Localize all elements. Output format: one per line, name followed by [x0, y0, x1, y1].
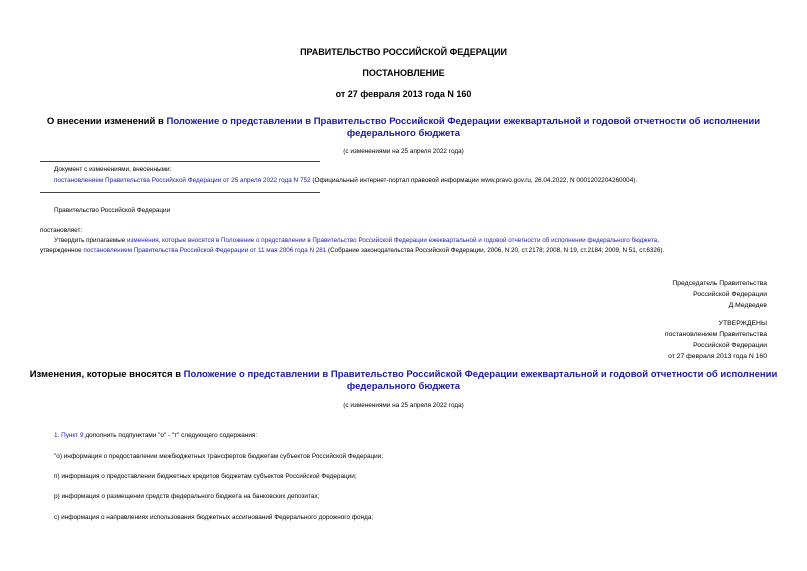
- paragraph-1: [54, 237, 659, 244]
- paragraph-2: [40, 247, 664, 254]
- p2-link[interactable]: постановлением Правительства Российской Федерации от 11 мая 2006 года N 281: [83, 247, 327, 254]
- p1-text2: ,: [657, 237, 659, 244]
- changes-line: [54, 177, 637, 184]
- approval-block: [665, 318, 767, 362]
- changes-link[interactable]: постановлением Правительства Российской Федерации от 25 апреля 2022 года N 752: [54, 177, 311, 184]
- title-prefix: О внесении изменений в: [46, 116, 167, 127]
- section2-title: [0, 369, 807, 381]
- signature-line3: Д.Медведев: [728, 302, 767, 309]
- subitem-r: р) информация о размещении средств федерального бюджета на банковских депозитах;: [54, 493, 320, 500]
- section2-link-line2[interactable]: федерального бюджета: [346, 381, 461, 392]
- changes-box-bottom-rule: [40, 192, 320, 193]
- p2-text2: (Собрание законодательства Российской Федерации, 2006, N 20, ст.2178; 2008, N 19, ст.2184; 2009, N 51, ст.6326).: [326, 247, 665, 254]
- document-title: [0, 116, 807, 128]
- title-link-line2[interactable]: федерального бюджета: [346, 128, 461, 139]
- section2-revision-note: (с изменениями на 25 апреля 2022 года): [343, 402, 464, 409]
- resolves-text: постановляет:: [40, 227, 83, 234]
- changes-tail: (Официальный интернет-портал правовой информации www.pravo.gov.ru, 26.04.2022, N 0001202204260004).: [310, 177, 638, 184]
- approval-line2: постановлением Правительства: [664, 331, 767, 338]
- signature-line2: Российской Федерации: [693, 291, 767, 298]
- title-link-line1[interactable]: Положение о представлении в Правительство Российской Федерации ежеквартальной и годовой отчетности об исполнении: [166, 116, 761, 127]
- section2-prefix: Изменения, которые вносятся в: [29, 369, 184, 380]
- government-heading: ПРАВИТЕЛЬСТВО РОССИЙСКОЙ ФЕДЕРАЦИИ: [300, 47, 507, 57]
- section2-link-line1[interactable]: Положение о представлении в Правительство Российской Федерации ежеквартальной и годовой отчетности об исполнении: [183, 369, 778, 380]
- p2-text1: утвержденное: [40, 247, 84, 254]
- section2-title-line2: [0, 381, 807, 393]
- revision-note: (с изменениями на 25 апреля 2022 года): [343, 148, 464, 155]
- changes-intro: Документ с изменениями, внесенными:: [54, 166, 172, 173]
- approval-line4: от 27 февраля 2013 года N 160: [668, 353, 767, 360]
- p1-link[interactable]: изменения, которые вносятся в Положение о представлении в Правительство Российской Федерации ежеквартальной и годовой отчетности об исполнении федерального бюджета: [127, 237, 658, 244]
- document-type: ПОСТАНОВЛЕНИЕ: [362, 68, 445, 78]
- approval-line1: УТВЕРЖДЕНЫ: [718, 320, 767, 327]
- document-date-number: от 27 февраля 2013 года N 160: [335, 89, 472, 99]
- item1-link[interactable]: 1. Пункт 9: [54, 432, 84, 439]
- gov-name: Правительство Российской Федерации: [54, 207, 171, 214]
- item1-text: дополнить подпунктами "о" - "т" следующего содержания:: [83, 432, 258, 439]
- subitem-s: с) информация о направлениях использования бюджетных ассигнований Федерального дорожного фонда;: [54, 514, 374, 521]
- signature-block: [672, 278, 767, 311]
- approval-line3: Российской Федерации: [693, 342, 767, 349]
- subitem-p: п) информация о предоставлении бюджетных кредитов бюджетам субъектов Российской Федерации;: [54, 473, 357, 480]
- signature-line1: Председатель Правительства: [672, 280, 767, 287]
- p1-text1: Утвердить прилагаемые: [54, 237, 127, 244]
- subitem-o: "о) информация о предоставлении межбюджетных трансфертов бюджетам субъектов Российской Федерации;: [54, 453, 384, 460]
- document-title-line2: [0, 128, 807, 140]
- changes-box-top-rule: [40, 161, 320, 162]
- item-1: [54, 432, 257, 439]
